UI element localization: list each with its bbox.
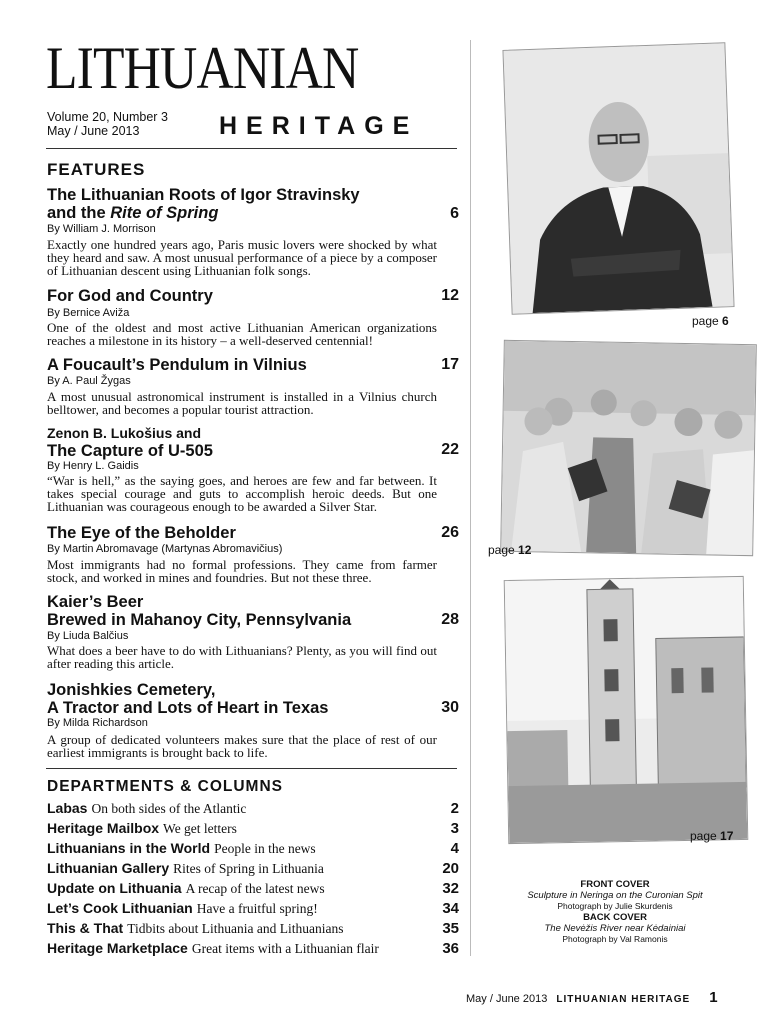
issue-info bbox=[47, 110, 168, 138]
department-name: Labas bbox=[47, 800, 88, 816]
footer-magazine: LITHUANIAN HERITAGE bbox=[556, 994, 691, 1005]
department-name: Heritage Mailbox bbox=[47, 820, 160, 836]
department-page: 2 bbox=[450, 800, 459, 817]
department-item[interactable] bbox=[47, 860, 459, 880]
back-cover-title: The Nevėžis River near Kėdainiai bbox=[544, 923, 686, 934]
masthead-title: LITHUANIAN bbox=[46, 35, 359, 101]
department-item[interactable] bbox=[47, 940, 459, 960]
department-name: This & That bbox=[47, 920, 124, 936]
column-divider bbox=[470, 40, 471, 956]
article-page-number: 30 bbox=[441, 699, 459, 716]
group-image bbox=[501, 341, 756, 555]
photo-caption: page 12 bbox=[488, 543, 532, 557]
article-title[interactable]: Jonishkies Cemetery, A Tractor and Lots of Heart in Texas bbox=[47, 681, 329, 717]
article-title[interactable]: For God and Country bbox=[47, 287, 213, 305]
article-page-number: 12 bbox=[441, 287, 459, 304]
article-page-number: 26 bbox=[441, 524, 459, 541]
department-name: Update on Lithuania bbox=[47, 880, 182, 896]
photo-church bbox=[504, 576, 749, 844]
article-page-number: 6 bbox=[450, 205, 459, 222]
article-description: What does a beer have to do with Lithuanians? Plenty, as you will find out after reading this article. bbox=[47, 643, 437, 671]
back-cover-credit: Photograph by Val Ramonis bbox=[562, 934, 668, 944]
department-name: Lithuanian Gallery bbox=[47, 860, 170, 876]
page-footer bbox=[466, 989, 718, 1006]
department-name: Heritage Marketplace bbox=[47, 940, 188, 956]
department-item[interactable] bbox=[47, 880, 459, 900]
article-description: One of the oldest and most active Lithuanian American organizations reaches a milestone in its history – a well-deserved centennial! bbox=[47, 320, 437, 348]
cover-info bbox=[500, 879, 730, 945]
department-page: 36 bbox=[442, 940, 459, 957]
department-desc: Tidbits about Lithuania and Lithuanians bbox=[127, 921, 344, 936]
article-title[interactable]: The Eye of the Beholder bbox=[47, 524, 236, 542]
back-cover-heading: BACK COVER bbox=[583, 912, 647, 923]
article-title[interactable]: A Foucault’s Pendulum in Vilnius bbox=[47, 356, 307, 374]
article-byline: By Bernice Aviža bbox=[47, 307, 130, 319]
church-image bbox=[505, 577, 748, 843]
department-item[interactable] bbox=[47, 920, 459, 940]
article-byline: By Liuda Balčius bbox=[47, 630, 129, 642]
department-page: 4 bbox=[450, 840, 459, 857]
department-page: 34 bbox=[442, 900, 459, 917]
masthead-divider bbox=[46, 148, 457, 149]
article-title[interactable]: Zenon B. Lukošius and The Capture of U-505 bbox=[47, 425, 213, 460]
department-name: Let’s Cook Lithuanian bbox=[47, 900, 193, 916]
footer-page-number: 1 bbox=[709, 989, 718, 1006]
department-page: 3 bbox=[450, 820, 459, 837]
article-byline: By Milda Richardson bbox=[47, 717, 148, 729]
department-desc: We get letters bbox=[163, 821, 237, 836]
issue-date: May / June 2013 bbox=[47, 124, 140, 138]
article-description: A group of dedicated volunteers makes sure that the place of rest of our earliest immigrants is brought back to life. bbox=[47, 732, 437, 760]
department-item[interactable] bbox=[47, 800, 459, 820]
department-name: Lithuanians in the World bbox=[47, 840, 211, 856]
department-desc: A recap of the latest news bbox=[185, 881, 325, 896]
article-description: Most immigrants had no formal professions. They came from farmer stock, and worked in mines and foundries. But not these three. bbox=[47, 557, 437, 585]
department-desc: People in the news bbox=[214, 841, 316, 856]
volume-number: Volume 20, Number 3 bbox=[47, 110, 168, 124]
article-byline: By A. Paul Žygas bbox=[47, 375, 131, 387]
article-title[interactable]: The Lithuanian Roots of Igor Stravinsky and the Rite of Spring bbox=[47, 186, 360, 222]
article-byline: By Martin Abromavage (Martynas Abromavičius) bbox=[47, 543, 283, 555]
department-desc: Have a fruitful spring! bbox=[196, 901, 318, 916]
article-page-number: 28 bbox=[441, 611, 459, 628]
photo-caption: page 17 bbox=[690, 829, 734, 843]
portrait-image bbox=[503, 43, 733, 314]
front-cover-title: Sculpture in Neringa on the Curonian Spit bbox=[527, 890, 703, 901]
department-item[interactable] bbox=[47, 820, 459, 840]
photo-group bbox=[500, 340, 757, 556]
department-item[interactable] bbox=[47, 900, 459, 920]
photo-stravinsky bbox=[502, 42, 734, 315]
department-desc: On both sides of the Atlantic bbox=[91, 801, 247, 816]
department-page: 20 bbox=[442, 860, 459, 877]
article-title[interactable]: Kaier’s Beer Brewed in Mahanoy City, Pennsylvania bbox=[47, 593, 352, 629]
department-desc: Rites of Spring in Lithuania bbox=[173, 861, 324, 876]
article-byline: By William J. Morrison bbox=[47, 223, 156, 235]
department-desc: Great items with a Lithuanian flair bbox=[191, 941, 379, 956]
departments-heading: DEPARTMENTS & COLUMNS bbox=[47, 778, 283, 795]
department-item[interactable] bbox=[47, 840, 459, 860]
article-page-number: 17 bbox=[441, 356, 459, 373]
department-page: 35 bbox=[442, 920, 459, 937]
department-page: 32 bbox=[442, 880, 459, 897]
article-page-number: 22 bbox=[441, 441, 459, 458]
masthead-subtitle: HERITAGE bbox=[219, 112, 419, 140]
article-description: “War is hell,” as the saying goes, and heroes are few and far between. It takes special courage and guts to accomplish heroic deeds. But one Lithuanian was courageous enough to be awarded a Silver Star. bbox=[47, 473, 437, 514]
article-description: A most unusual astronomical instrument is installed in a Vilnius church belltower, and becomes a popular tourist attraction. bbox=[47, 389, 437, 417]
photo-caption: page 6 bbox=[692, 314, 729, 328]
front-cover-heading: FRONT COVER bbox=[580, 879, 650, 890]
features-heading: FEATURES bbox=[47, 160, 146, 179]
footer-date: May / June 2013 bbox=[466, 993, 548, 1005]
section-divider bbox=[46, 768, 457, 769]
article-description: Exactly one hundred years ago, Paris music lovers were shocked by what they heard and saw. A most unusual performance of a piece by a composer of Lithuanian descent using Lithuanian folk songs. bbox=[47, 237, 437, 278]
article-byline: By Henry L. Gaidis bbox=[47, 460, 139, 472]
front-cover-credit: Photograph by Julie Skurdenis bbox=[557, 901, 673, 911]
